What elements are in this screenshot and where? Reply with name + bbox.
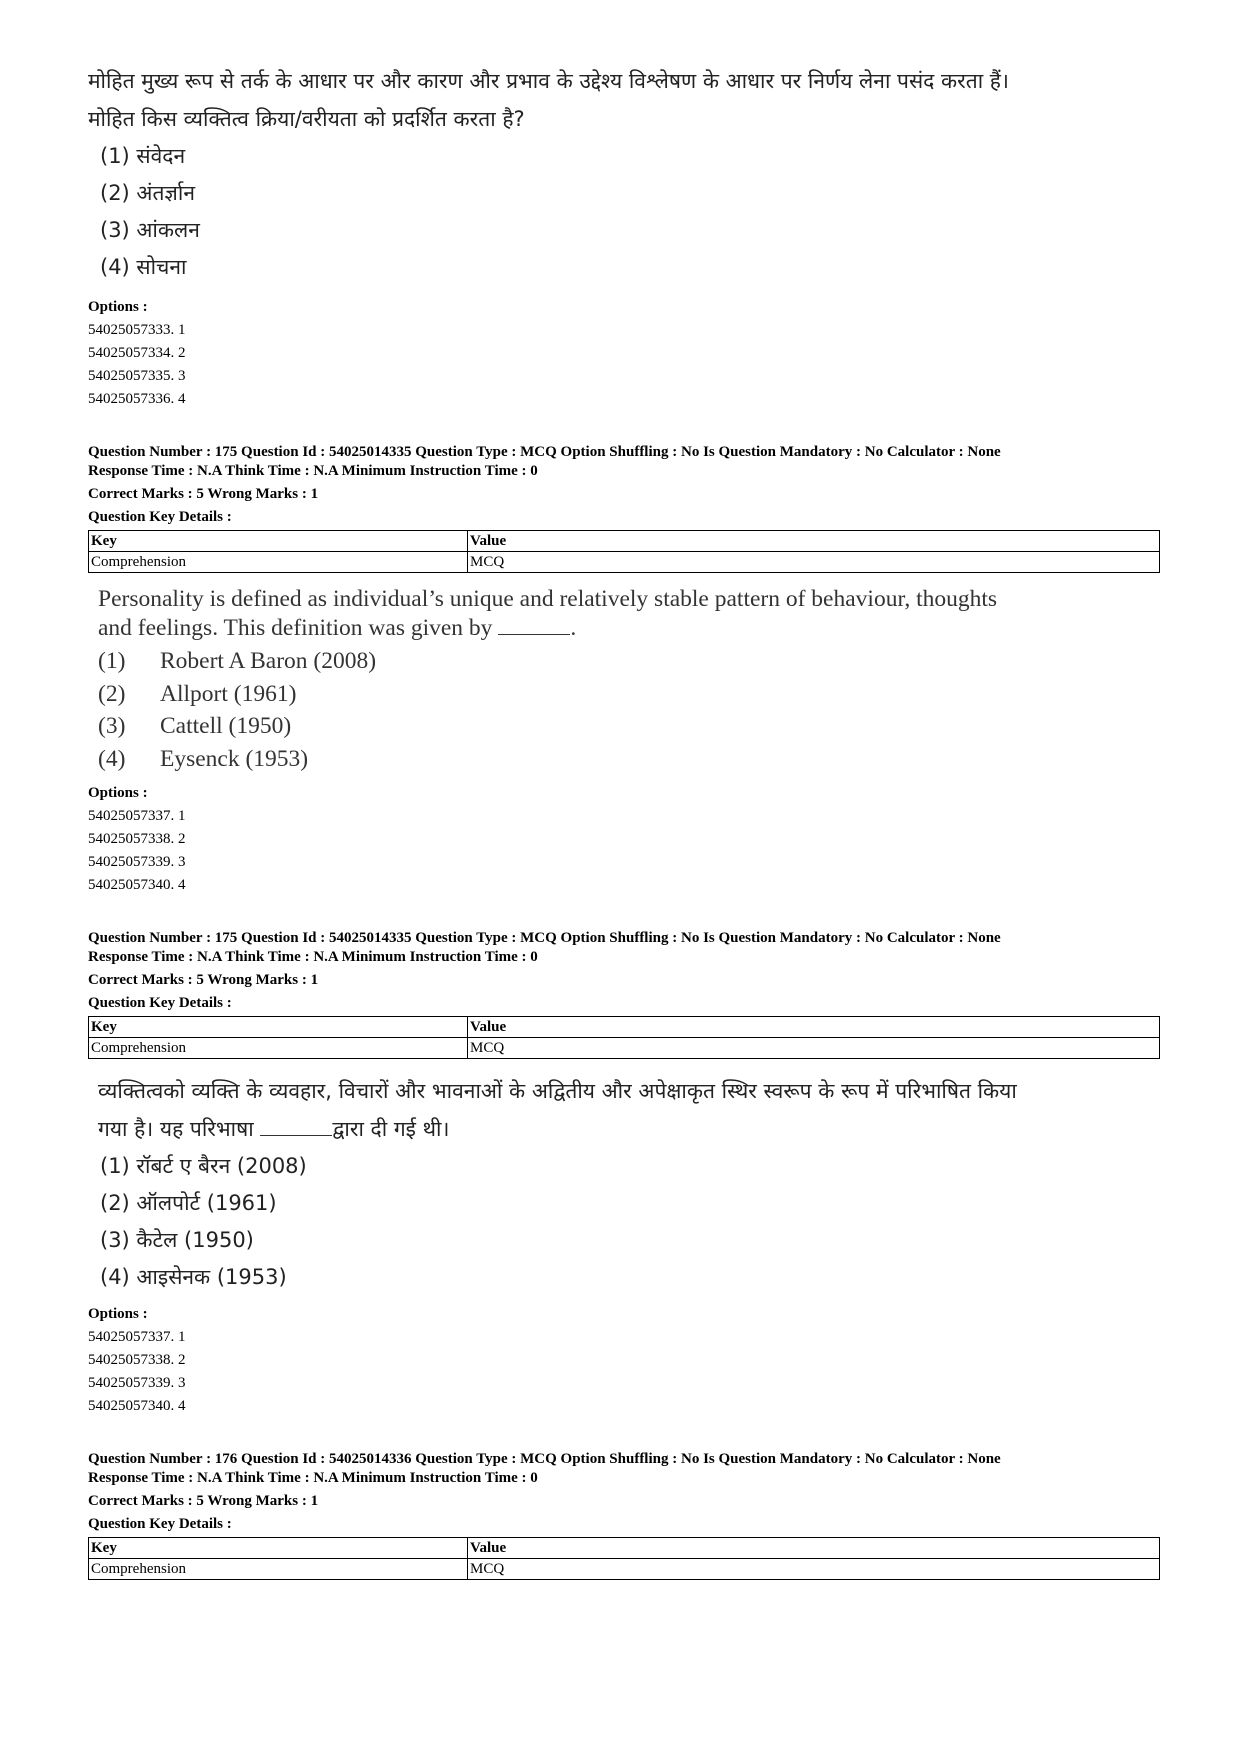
question-meta-line: Question Number : 175 Question Id : 54025014335 Question Type : MCQ Option Shuffling : No Is Question Mandatory : No Calculator : None [88,444,1001,460]
q176-meta [88,1450,1160,1580]
q175-en-question-line-2: and feelings. This definition was given by . [98,615,577,641]
option-id-line: 54025057336. 4 [88,391,186,407]
options-label: Options : [88,1306,148,1322]
question-key-table [88,1537,1160,1580]
q174-option-2: (2) अंतर्ज्ञान [100,181,195,205]
option-id-line: 54025057340. 4 [88,877,186,893]
option-id-line: 54025057338. 2 [88,831,186,847]
question-key-table [88,530,1160,573]
key-header: Key [89,531,468,552]
answer-blank [498,614,570,635]
q175-hi-option-3: (3) कैटेल (1950) [100,1228,254,1252]
key-details-label: Question Key Details : [88,509,232,525]
options-label: Options : [88,785,148,801]
value-cell: MCQ [468,1559,1160,1580]
q174-option-3: (3) आंकलन [100,218,200,242]
option-id-line: 54025057338. 2 [88,1352,186,1368]
answer-blank [260,1113,332,1136]
q175-hi-question-block [88,1072,1160,1296]
q175-hi-option-1: (1) रॉबर्ट ए बैरन (2008) [100,1154,307,1178]
q175-en-option-1: (1) Robert A Baron (2008) [98,648,377,674]
question-meta-line: Question Number : 175 Question Id : 54025014335 Question Type : MCQ Option Shuffling : No Is Question Mandatory : No Calculator : None [88,930,1001,946]
q175-en-question-block [88,585,1160,775]
q175-hi-option-2: (2) ऑलपोर्ट (1961) [100,1191,277,1215]
q175-hi-option-4: (4) आइसेनक (1953) [100,1265,287,1289]
key-header: Key [89,1538,468,1559]
value-header: Value [468,1538,1160,1559]
option-id-line: 54025057334. 2 [88,345,186,361]
option-id-line: 54025057339. 3 [88,1375,186,1391]
value-cell: MCQ [468,1038,1160,1059]
q175-hi-meta [88,929,1160,1059]
marks-line: Correct Marks : 5 Wrong Marks : 1 [88,972,319,988]
q175-en-option-4: (4) Eysenck (1953) [98,745,309,772]
option-id-line: 54025057337. 1 [88,1329,186,1345]
question-key-table [88,1016,1160,1059]
q174-option-1: (1) संवेदन [100,144,186,168]
option-id-line: 54025057335. 3 [88,368,186,384]
q175-en-option-2: (2) Allport (1961) [98,680,297,707]
q175-en-options-list [88,782,1160,897]
q174-question-line-1: मोहित मुख्य रूप से तर्क के आधार पर और कारण और प्रभाव के उद्देश्य विश्लेषण के आधार पर निर्णय लेना पसंद करता हैं। [88,69,1009,93]
q174-question-block [88,62,1160,286]
option-id-line: 54025057340. 4 [88,1398,186,1414]
options-label: Options : [88,299,148,315]
q175-en-question-line-1: Personality is defined as individual’s unique and relatively stable pattern of behaviour, thoughts [98,586,998,612]
q174-options-list [88,296,1160,411]
q175-hi-question-line-1: व्यक्तित्वको व्यक्ति के व्यवहार, विचारों और भावनाओं के अद्वितीय और अपेक्षाकृत स्थिर स्वरूप के रूप में परिभाषित किया [98,1079,1017,1103]
q175-hi-options-list [88,1303,1160,1418]
key-header: Key [89,1017,468,1038]
marks-line: Correct Marks : 5 Wrong Marks : 1 [88,486,319,502]
q175-hi-question-line-2: गया है। यह परिभाषा द्वारा दी गई थी। [88,1110,1160,1148]
option-id-line: 54025057333. 1 [88,322,186,338]
question-meta-line: Response Time : N.A Think Time : N.A Minimum Instruction Time : 0 [88,1470,538,1486]
q174-question-line-2: मोहित किस व्यक्तित्व क्रिया/वरीयता को प्रदर्शित करता है? [88,107,525,131]
key-cell: Comprehension [89,1559,468,1580]
question-meta-line: Question Number : 176 Question Id : 54025014336 Question Type : MCQ Option Shuffling : No Is Question Mandatory : No Calculator : None [88,1451,1001,1467]
q174-option-4: (4) सोचना [100,255,187,279]
key-details-label: Question Key Details : [88,995,232,1011]
marks-line: Correct Marks : 5 Wrong Marks : 1 [88,1493,319,1509]
q175-en-option-3: (3) Cattell (1950) [98,713,292,739]
key-cell: Comprehension [89,552,468,573]
question-meta-line: Response Time : N.A Think Time : N.A Minimum Instruction Time : 0 [88,949,538,965]
value-header: Value [468,531,1160,552]
question-meta-line: Response Time : N.A Think Time : N.A Minimum Instruction Time : 0 [88,463,538,479]
option-id-line: 54025057337. 1 [88,808,186,824]
key-cell: Comprehension [89,1038,468,1059]
option-id-line: 54025057339. 3 [88,854,186,870]
value-header: Value [468,1017,1160,1038]
value-cell: MCQ [468,552,1160,573]
key-details-label: Question Key Details : [88,1516,232,1532]
q175-en-meta [88,443,1160,573]
